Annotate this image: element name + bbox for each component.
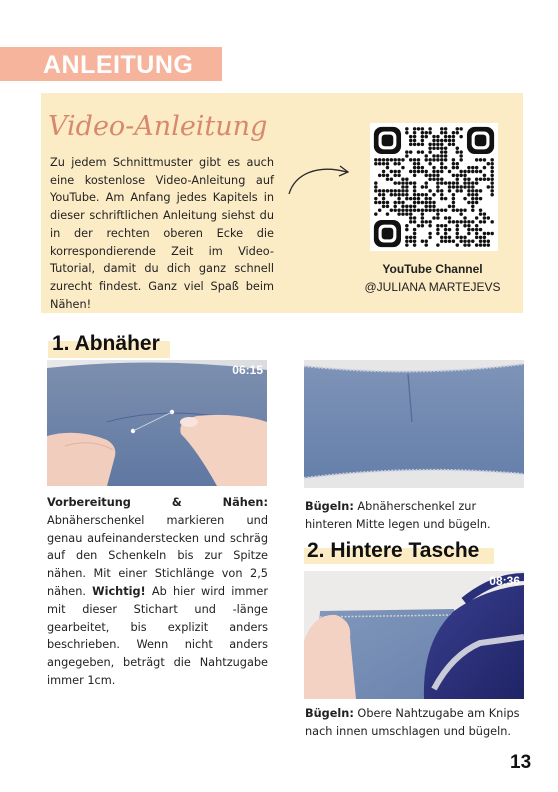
photo-pinning-darts: [47, 360, 267, 486]
step-ironing-seam: [305, 705, 527, 740]
youtube-channel-handle[interactable]: @JULIANA MARTEJEVS: [364, 280, 501, 294]
section-heading-abnaeher: 1. Abnäher: [52, 332, 160, 355]
video-guide-title: Video-Anleitung: [48, 111, 268, 142]
curved-arrow-icon: [285, 160, 355, 200]
step-ironing-dart: [305, 498, 527, 533]
warning-label: Wichtig!: [92, 584, 146, 598]
step-text: Abnäherschenkel markieren und genau aufeinanderstecken und schräg auf den Schenkeln bis zur Spitze nähen. Mit einer Stichlänge von 2,5 nähen.: [47, 513, 268, 598]
video-timestamp: 08:36: [489, 574, 520, 588]
step-label: Vorbereitung & Nähen:: [47, 496, 268, 509]
section-heading-back-pocket: 2. Hintere Tasche: [307, 539, 480, 562]
video-timestamp: 06:15: [232, 363, 263, 377]
ironing-label: Bügeln:: [305, 500, 354, 513]
video-guide-intro: Zu jedem Schnittmuster gibt es auch eine kostenlose Video-Anleitung auf YouTube. Am Anfang jedes Kapitels in dieser schriftlichen Anleitung siehst du in der rechten oberen Ecke die korrespondierende Zeit im Video-Tutorial, damit du dich ganz schnell zurecht findest. Ganz viel Spaß beim Nähen!: [50, 156, 274, 311]
ironing-text: Obere Nahtzugabe am Knips nach innen umschlagen und bügeln.: [305, 707, 520, 738]
page-title: ANLEITUNG: [43, 51, 194, 79]
youtube-channel-label: YouTube Channel: [382, 262, 483, 276]
ironing-text: Abnäherschenkel zur hinteren Mitte legen und bügeln.: [305, 500, 491, 531]
photo-pressed-dart: [304, 360, 524, 488]
qr-code-icon[interactable]: [370, 123, 498, 251]
step-preparation-sewing: [47, 494, 268, 690]
ironing-label: Bügeln:: [305, 707, 354, 720]
warning-text: Ab hier wird immer mit dieser Stichart und -länge gearbeitet, bis explizit anders beschrieben. Wenn nicht anders angegeben, beträgt die Nahtzugabe immer 1cm.: [47, 584, 268, 687]
page-number: 13: [510, 752, 532, 773]
photo-ironing-pocket: [304, 571, 524, 699]
